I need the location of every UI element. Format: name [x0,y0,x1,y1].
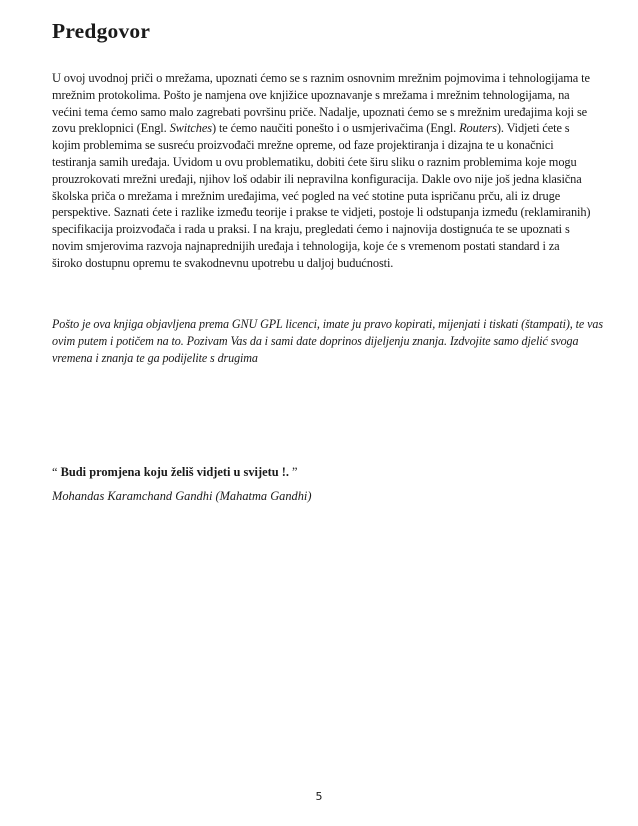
intro-term-switches: Switches [169,121,212,136]
quote-author: Mohandas Karamchand Gandhi (Mahatma Gandhi) [52,489,312,503]
page-title: Predgovor [52,19,151,43]
intro-text-part-1: U ovoj uvodnoj priči o mrežama, upoznati ćemo se s raznim osnovnim mrežnim pojmovima i tehnologijama te mrežnim protokolima. Pošto je namjena ove knjižice upoznavanje s mrežama i mrežnim tehnologijama, na većini tema ćemo samo malo zagrebati površinu priče. Nadalje, upoznati ćemo se s mrežnim uređajima koji se zovu preklopnici (Engl. [52,71,590,136]
quote-text: Budi promjena koju želiš vidjeti u svijetu !. [60,465,289,479]
intro-paragraph [52,70,592,272]
quote [52,464,298,480]
page-number: 5 [315,790,323,803]
intro-text-part-3: ). Vidjeti ćete s kojim problemima se susreću proizvođači mrežne opreme, od faze projektiranja i dizajna te u konačnici testiranja samih uređaja. Uvidom u ovu problematiku, dobiti ćete širu sliku o raznim problemima koje mogu prouzrokovati mrežni uređaji, njihov loš odabir ili nepravilna konfiguracija. Dakle ovo nije još jedna klasična školska priča o mrežama i mrežnim uređajima, već pogled na već stotine puta ispričanu prču, ali iz druge perspektive. Saznati ćete i razlike između teorije i prakse te vidjeti, postoje li odstupanja između (reklamiranih) specifikacija proizvođača i rada u praksi. I na kraju, pregledati ćemo i najnovija dostignuća te se upoznati s novim smjerovima razvoja najnaprednijih uređaja i tehnologija, koje će s vremenom postati standard i za široko dostupnu opremu te svakodnevnu upotrebu u daljoj budućnosti. [52,121,591,270]
intro-term-routers: Routers [459,121,497,136]
intro-text-part-2: ) te ćemo naučiti ponešto i o usmjerivačima (Engl. [211,121,460,136]
quote-open-mark: “ [52,465,61,479]
license-notice: Pošto je ova knjiga objavljena prema GNU GPL licenci, imate ju pravo kopirati, mijenjati i tiskati (štampati), te vas ovim putem i potičem na to. Pozivam Vas da i sami date doprinos dijeljenju znanja. Izdvojite samo djelić svoga vremena i znanja te ga podijelite s drugima [52,317,603,365]
quote-close-mark: ” [288,465,298,479]
